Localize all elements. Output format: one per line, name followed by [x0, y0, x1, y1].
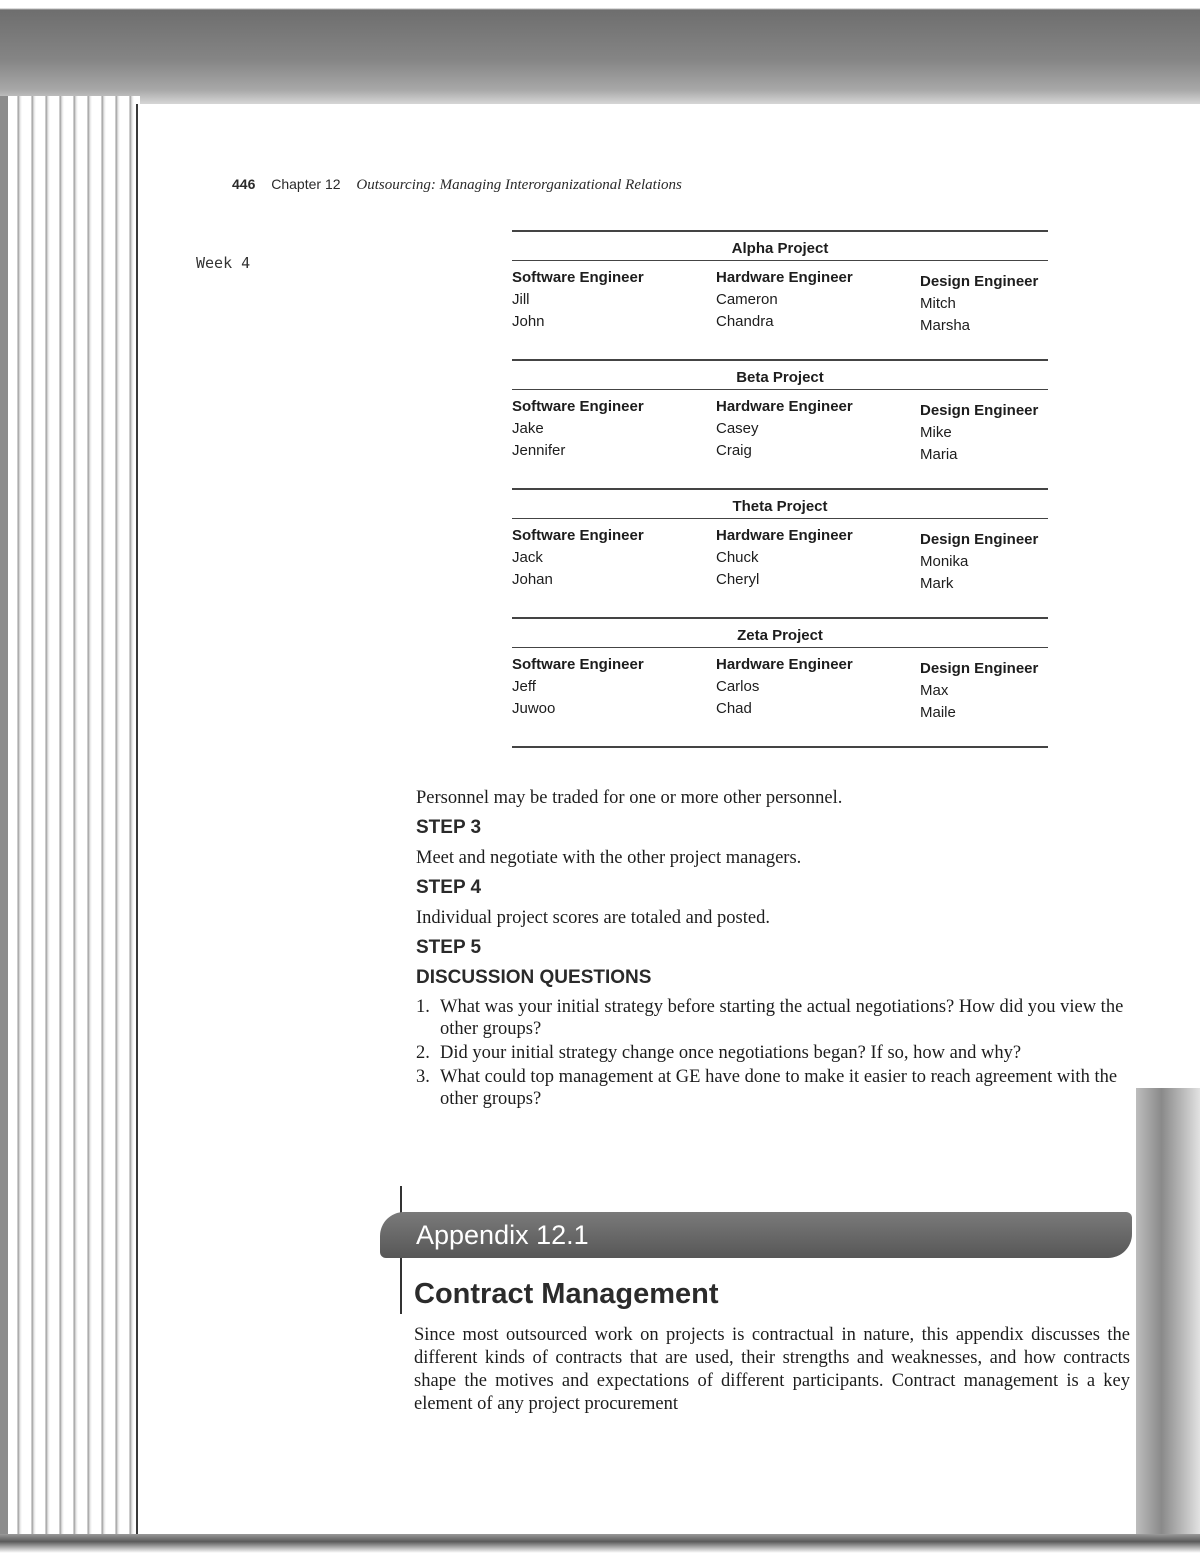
person-name: Marsha: [920, 317, 971, 334]
discussion-questions-heading: DISCUSSION QUESTIONS: [416, 967, 652, 988]
project-name: Zeta Project: [512, 619, 1048, 648]
role-heading: Software Engineer: [512, 656, 644, 673]
software-engineer-column: [512, 525, 716, 595]
design-engineer-column: [920, 525, 1048, 595]
hardware-engineer-column: [716, 396, 920, 466]
running-head: [232, 176, 682, 194]
project-name: Theta Project: [512, 490, 1048, 519]
person-name: Jill: [512, 291, 530, 308]
person-name: Chuck: [716, 549, 759, 566]
question-number: 2.: [416, 1043, 430, 1063]
scan-right-shadow: [1136, 1088, 1200, 1534]
hardware-engineer-column: [716, 267, 920, 337]
person-name: Jeff: [512, 678, 536, 695]
role-heading: Software Engineer: [512, 527, 644, 544]
book-page-edges: [8, 96, 140, 1546]
page-number: 446: [232, 176, 256, 192]
person-name: Maile: [920, 704, 956, 721]
project-roster-table: [512, 230, 1048, 748]
appendix-paragraph: Since most outsourced work on projects is contractual in nature, this appendix discusses the different kinds of contracts that are used, their strengths and weaknesses, and how contracts shape the motives and expectations of different participants. Contract management is a key element of any project procurement: [414, 1325, 1130, 1414]
step-heading: STEP 4: [416, 877, 482, 898]
person-name: Jack: [512, 549, 543, 566]
question-number: 3.: [416, 1067, 430, 1087]
person-name: Mark: [920, 575, 954, 592]
role-heading: Hardware Engineer: [716, 656, 853, 673]
software-engineer-column: [512, 267, 716, 337]
design-engineer-column: [920, 396, 1048, 466]
role-heading: Design Engineer: [920, 660, 1039, 677]
scan-left-border: [0, 96, 8, 1546]
project-name: Alpha Project: [512, 232, 1048, 261]
appendix-label: Appendix 12.1: [416, 1220, 589, 1250]
scan-top-shadow: [0, 0, 1200, 104]
role-heading: Design Engineer: [920, 531, 1039, 548]
role-heading: Design Engineer: [920, 273, 1039, 290]
table-bottom-rule: [512, 746, 1048, 748]
step-heading: STEP 5: [416, 937, 482, 958]
project-name: Beta Project: [512, 361, 1048, 390]
person-name: Mike: [920, 424, 952, 441]
section-title: Contract Management: [414, 1278, 719, 1310]
design-engineer-column: [920, 654, 1048, 724]
person-name: Johan: [512, 571, 553, 588]
list-item: [416, 996, 1134, 1040]
exercise-steps: [416, 786, 1134, 1112]
person-name: Carlos: [716, 678, 760, 695]
person-name: Juwoo: [512, 700, 556, 717]
hardware-engineer-column: [716, 525, 920, 595]
person-name: Max: [920, 682, 949, 699]
step-text: Meet and negotiate with the other project managers.: [416, 848, 802, 868]
role-heading: Design Engineer: [920, 402, 1039, 419]
question-number: 1.: [416, 997, 430, 1017]
person-name: Casey: [716, 420, 759, 437]
week-annotation: Week 4: [196, 254, 251, 272]
project-block-zeta: [512, 617, 1048, 746]
scan-bottom-shadow: [0, 1534, 1200, 1553]
step-heading: STEP 3: [416, 817, 482, 838]
list-item: [416, 1066, 1134, 1110]
page-gutter-line: [136, 104, 138, 1546]
person-name: Maria: [920, 446, 958, 463]
person-name: Chandra: [716, 313, 774, 330]
chapter-label: Chapter 12: [271, 176, 341, 192]
discussion-questions-list: [416, 996, 1134, 1110]
trade-rule-text: Personnel may be traded for one or more other personnel.: [416, 788, 843, 808]
project-block-theta: [512, 488, 1048, 617]
project-block-alpha: [512, 230, 1048, 359]
person-name: Chad: [716, 700, 752, 717]
hardware-engineer-column: [716, 654, 920, 724]
person-name: Mitch: [920, 295, 956, 312]
role-heading: Hardware Engineer: [716, 398, 853, 415]
person-name: Cheryl: [716, 571, 760, 588]
person-name: Jennifer: [512, 442, 566, 459]
software-engineer-column: [512, 396, 716, 466]
step-text: Individual project scores are totaled and posted.: [416, 908, 770, 928]
role-heading: Software Engineer: [512, 398, 644, 415]
person-name: Craig: [716, 442, 752, 459]
chapter-title: Outsourcing: Managing Interorganizational Relations: [356, 177, 682, 193]
project-block-beta: [512, 359, 1048, 488]
question-text: Did your initial strategy change once negotiations began? If so, how and why?: [440, 1043, 1022, 1063]
role-heading: Hardware Engineer: [716, 269, 853, 286]
software-engineer-column: [512, 654, 716, 724]
role-heading: Software Engineer: [512, 269, 644, 286]
list-item: [416, 1042, 1134, 1064]
person-name: Monika: [920, 553, 969, 570]
design-engineer-column: [920, 267, 1048, 337]
person-name: Cameron: [716, 291, 778, 308]
question-text: What could top management at GE have done to make it easier to reach agreement with the other groups?: [440, 1067, 1118, 1109]
person-name: John: [512, 313, 545, 330]
question-text: What was your initial strategy before starting the actual negotiations? How did you view the other groups?: [440, 997, 1124, 1039]
role-heading: Hardware Engineer: [716, 527, 853, 544]
person-name: Jake: [512, 420, 544, 437]
